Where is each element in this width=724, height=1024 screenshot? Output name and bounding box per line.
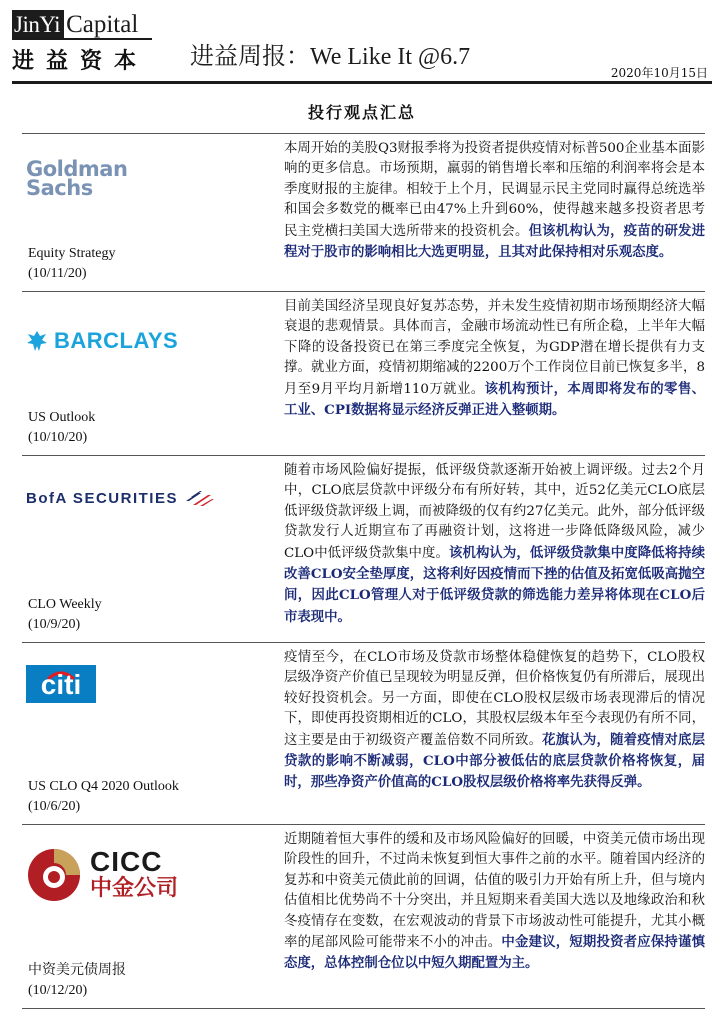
source-date: (10/11/20) (28, 266, 87, 281)
view-body: 目前美国经济呈现良好复苏态势，并未发生疫情初期市场预期经济大幅衰退的悲观情景。具体而言，金融市场流动性已有所企稳，上半年大幅下降的设备投资已在第三季度完全恢复，为GDP潜在增长提供有力支撑。就业方面，疫情初期缩减的2200万个工作岗位目前已恢复多半，8月至9月平均月新增110万就业。 (284, 299, 705, 397)
citi-logo (26, 665, 96, 703)
view-emphasis: 花旗认为，随着疫情对底层贷款的影响不断减弱，CLO中部分被低估的底层贷款价格将恢复，届时，那些净资产价值高的CLO股权层级价格将率先获得反弹。 (284, 731, 706, 791)
view-body: 本周开始的美股Q3财报季将为投资者提供疫情对标普500企业基本面影响的更多信息。市场预期，羸弱的销售增长率和压缩的利润率将会是本季度财报的主旋律。相较于上个月，民调显示民主党同时赢得总统选举和国会多数党的概率已由47%上升到60%，使得越来越多投资者思考民主党横扫美国大选所带来的投资机会。 (284, 141, 705, 239)
source-cell (22, 134, 275, 291)
source-cell (22, 456, 275, 642)
report-date: 2020年10月15日 (610, 66, 708, 80)
bofa-wordmark: BofA SECURITIES (26, 490, 178, 507)
view-body: 近期随着恒大事件的缓和及市场风险偏好的回暖，中资美元债市场出现阶段性的回升，不过尚未恢复到恒大事件之前的水平。随着国内经济的复苏和中资美元债此前的回调，估值的吸引力开始有所上升，但与境内估值相比优势尚不十分突出，并且短期来看美国大选以及地缘政治和秋冬疫情存在变数，在宏观波动的背景下市场波动性可能提升，尤其小概率的尾部风险可能带来不小的冲击。 (284, 832, 705, 951)
source-cell (22, 643, 275, 824)
view-emphasis: 中金建议，短期投资者应保持谨慎态度，总体控制仓位以中短久期配置为主。 (284, 934, 705, 972)
source-name: US Outlook (28, 410, 96, 425)
source-date: (10/9/20) (28, 617, 81, 632)
barclays-eagle-icon (26, 330, 48, 352)
source-label (28, 244, 116, 284)
source-label (28, 595, 102, 635)
table-row (22, 456, 705, 643)
view-emphasis: 但该机构认为，疫苗的研发进程对于股市的影响相比大选更明显，且其对此保持相对乐观态度。 (284, 222, 706, 261)
table-row (22, 134, 705, 292)
barclays-wordmark: BARCLAYS (54, 328, 179, 353)
section-title: 投行观点汇总 (307, 103, 416, 122)
table-row (22, 292, 705, 456)
cicc-logo (26, 847, 178, 903)
source-name: CLO Weekly (28, 597, 102, 612)
source-name: US CLO Q4 2020 Outlook (28, 779, 179, 794)
logo-capital-text: Capital (66, 11, 139, 38)
logo-jinyi-text: JinYi (12, 10, 64, 38)
source-cell (22, 292, 275, 455)
header-divider (12, 81, 712, 84)
source-date: (10/6/20) (28, 799, 81, 814)
cicc-chinese-name: 中金公司 (90, 876, 179, 901)
source-cell (22, 825, 275, 1008)
table-row (22, 825, 705, 1009)
goldman-logo-line: Goldman (26, 157, 128, 181)
cicc-mark-icon (26, 847, 82, 903)
view-emphasis: 该机构认为，低评级贷款集中度降低将持续改善CLO安全垫厚度，这将利好因疫情而下挫的估值及拓宽低吸高抛空间，因此CLO管理人对于低评级贷款的筛选能力差异将体现在CLO后市表现中。 (284, 544, 706, 625)
cicc-english-name: CICC (90, 846, 163, 877)
cicc-wordmark (90, 848, 178, 902)
view-body: 随着市场风险偏好提振，低评级贷款逐渐开始被上调评级。过去2个月中，CLO底层贷款中评级分布有所好转，其中，近52亿美元CLO底层低评级贷款评级上调，而被降级的仅有约27亿美元。此外，部分低评级贷款发行人近期宣布了再融资计划，这将进一步降低降级风险，减少CLO中低评级贷款集中度。 (284, 463, 705, 561)
bofa-flag-icon (184, 491, 214, 507)
view-text (275, 456, 705, 642)
view-text (275, 825, 705, 1008)
source-label (28, 777, 179, 817)
source-label (28, 961, 126, 1001)
source-label (28, 408, 95, 448)
source-name: 中资美元债周报 (28, 963, 126, 978)
jinyi-capital-logo (12, 10, 152, 75)
citi-wordmark: citi (40, 669, 82, 700)
view-body: 疫情至今，在CLO市场及贷款市场整体稳健恢复的趋势下，CLO股权层级净资产价值已呈现较为明显反弹，但价格恢复仍有所滞后，展现出较好投资机会。另一方面，即使在CLO股权层级市场表现滞后的情况下，即使再投资期相近的CLO，其股权层级本年至今表现仍有所不同，这主要是由于初级资产覆盖倍数不同所致。 (284, 650, 705, 748)
view-text (275, 643, 705, 824)
view-emphasis: 该机构预计，本周即将发布的零售、工业、CPI数据将显示经济反弹正进入整顿期。 (284, 380, 706, 419)
source-name: Equity Strategy (28, 246, 116, 261)
source-date: (10/12/20) (28, 983, 88, 998)
logo-wordmark (12, 10, 152, 40)
bofa-securities-logo (26, 490, 214, 507)
barclays-logo (26, 328, 178, 354)
logo-chinese-text: 进益资本 (12, 48, 149, 74)
view-text (275, 134, 705, 291)
sachs-logo-line: Sachs (26, 176, 93, 200)
report-title: 进益周报：We Like It @6.7 (190, 44, 471, 70)
view-text (275, 292, 705, 455)
table-row (22, 643, 705, 825)
source-date: (10/10/20) (28, 430, 88, 445)
views-table (22, 133, 705, 1009)
goldman-sachs-logo (26, 157, 128, 200)
